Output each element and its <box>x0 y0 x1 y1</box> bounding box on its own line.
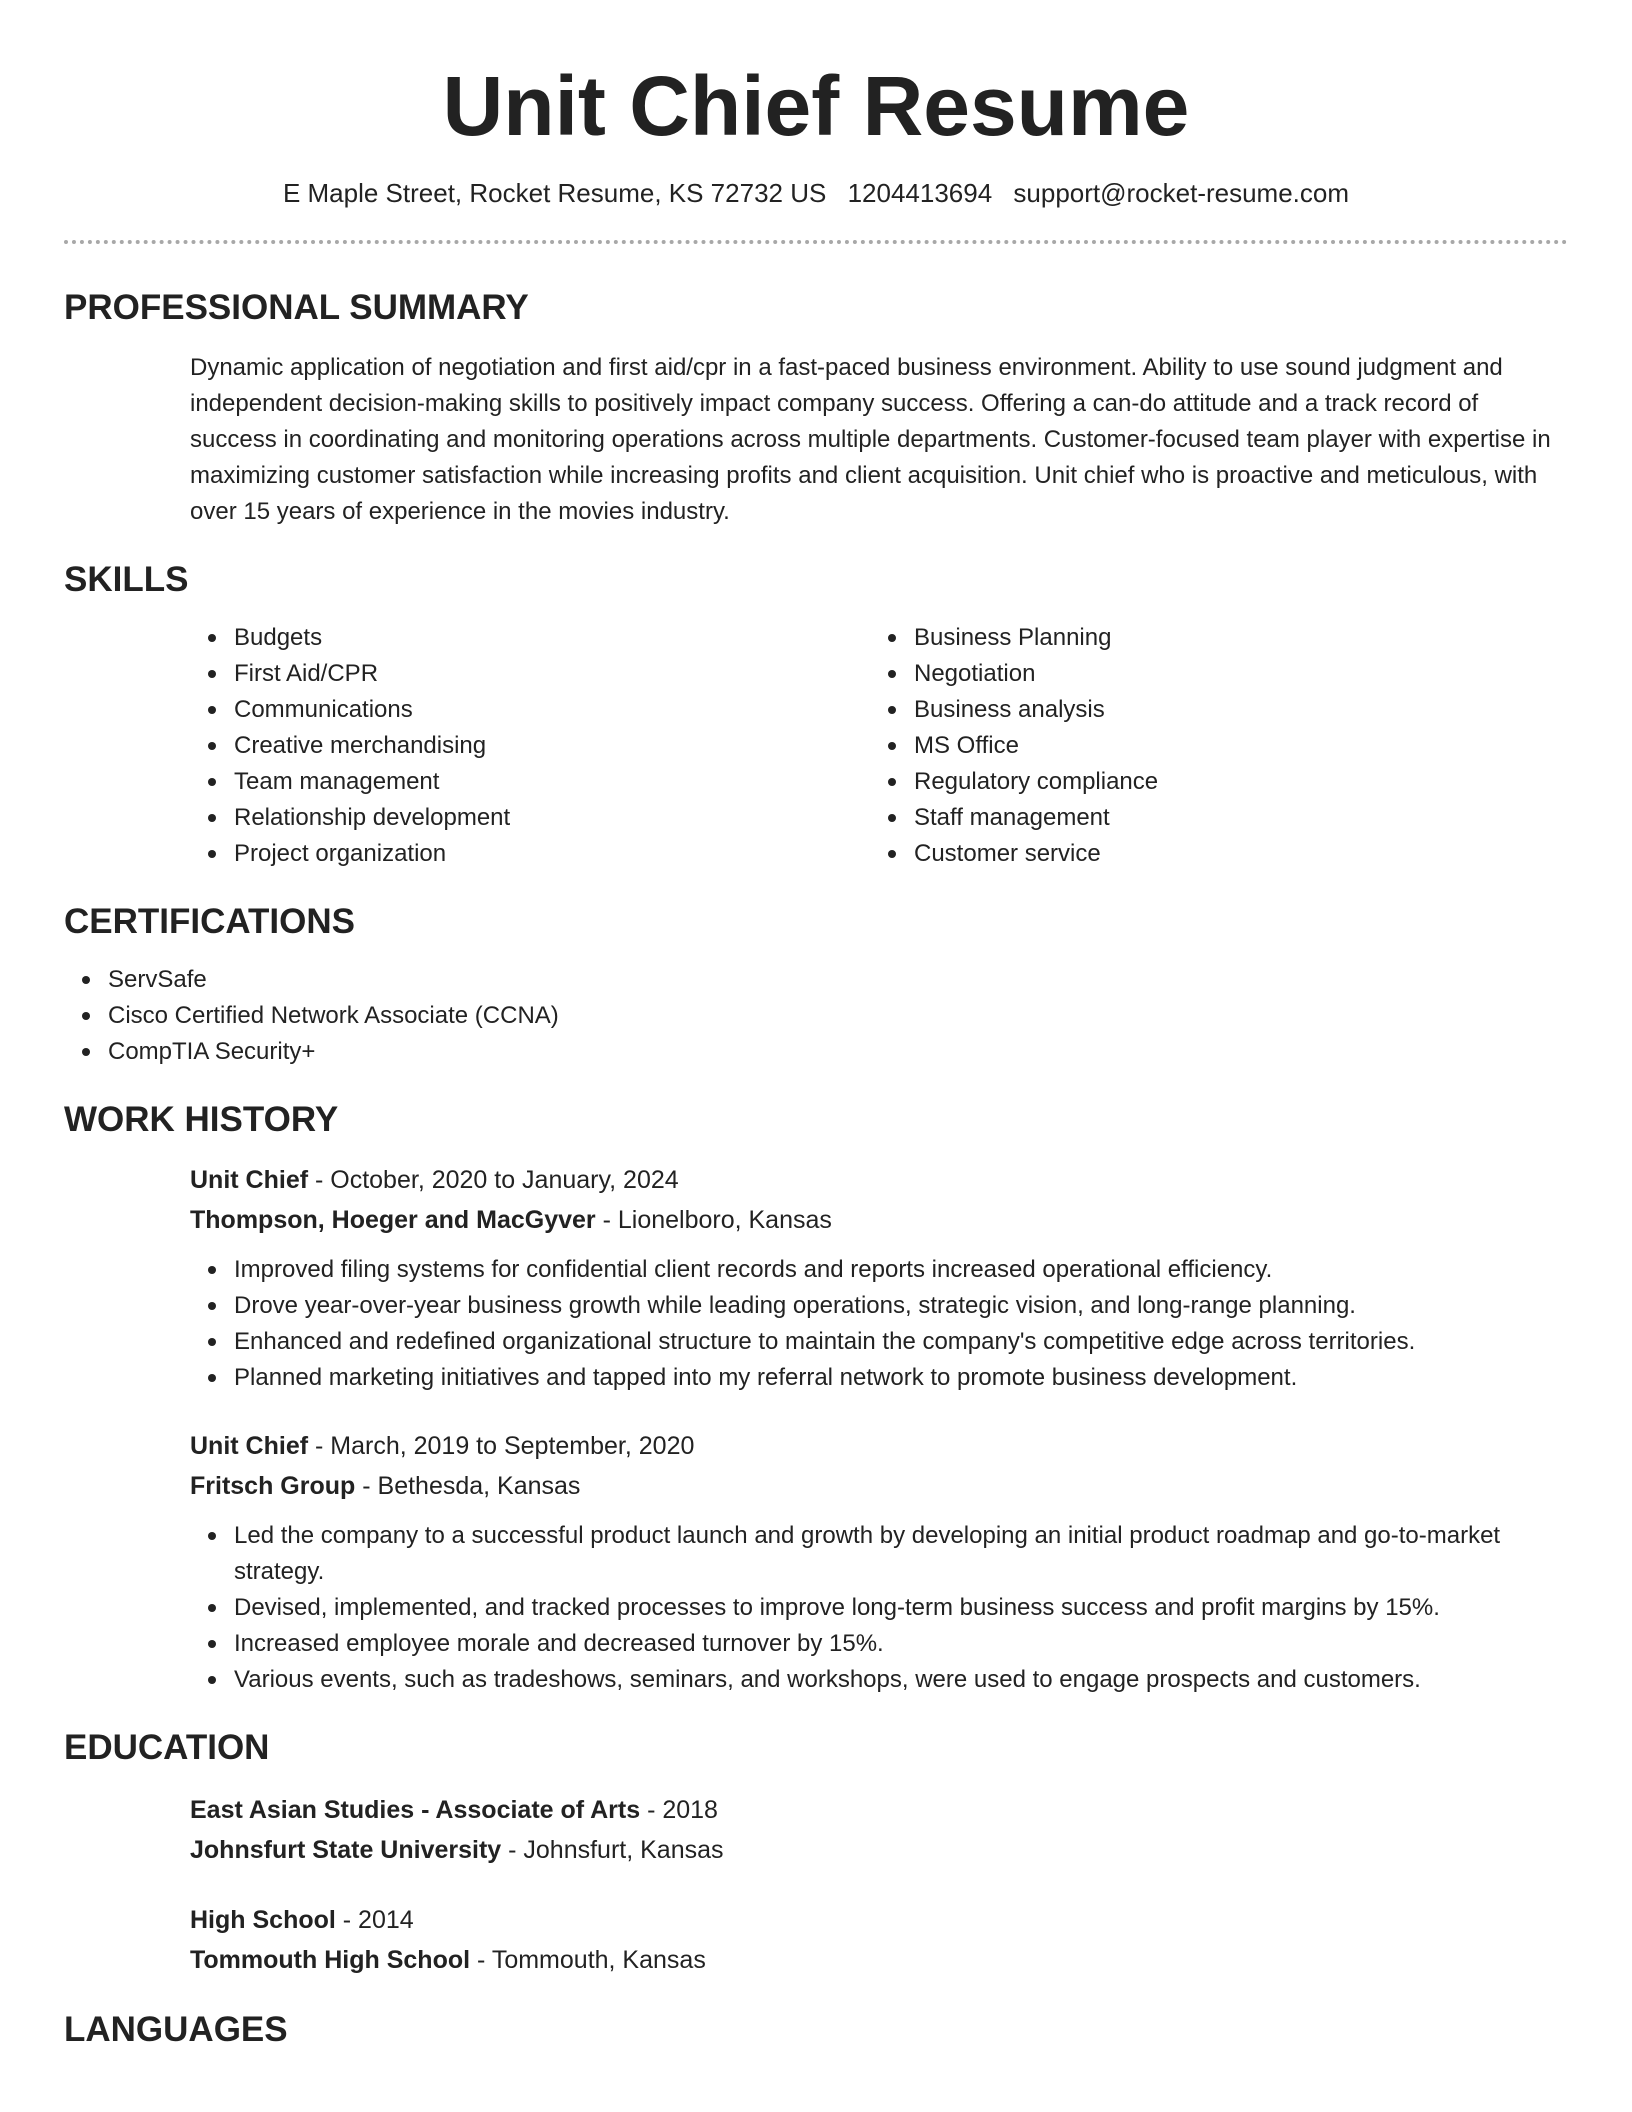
job-duty: Devised, implemented, and tracked processes to improve long-term business success and profit margins by 15%. <box>234 1590 1568 1626</box>
skill-item: Budgets <box>234 620 870 656</box>
job-role: Unit Chief <box>190 1432 309 1460</box>
job-duty: Enhanced and redefined organizational structure to maintain the company's competitive edge across territories. <box>234 1324 1568 1360</box>
skill-item: First Aid/CPR <box>234 656 870 692</box>
skill-item: Business analysis <box>914 692 1550 728</box>
education-year: - 2014 <box>335 1906 414 1934</box>
work-history-heading: WORK HISTORY <box>64 1100 339 1139</box>
contact-address: E Maple Street, Rocket Resume, KS 72732 US <box>282 178 827 208</box>
skill-item: Communications <box>234 692 870 728</box>
job-title-line <box>190 1160 1568 1200</box>
summary-heading: PROFESSIONAL SUMMARY <box>64 288 529 327</box>
certification-item: Cisco Certified Network Associate (CCNA) <box>108 998 1568 1034</box>
education-entry <box>190 1900 1568 1980</box>
skill-item: Regulatory compliance <box>914 764 1550 800</box>
skill-item: Creative merchandising <box>234 728 870 764</box>
certifications-section <box>64 900 1568 1070</box>
job-duty: Led the company to a successful product launch and growth by developing an initial product roadmap and go-to-market strategy. <box>234 1518 1568 1590</box>
education-heading: EDUCATION <box>64 1728 270 1767</box>
job-duty: Increased employee morale and decreased turnover by 15%. <box>234 1626 1568 1662</box>
job-duty: Planned marketing initiatives and tapped into my referral network to promote business development. <box>234 1360 1568 1396</box>
work-history-section <box>64 1098 1568 1698</box>
job-duties <box>190 1518 1568 1698</box>
skill-item: Negotiation <box>914 656 1550 692</box>
education-degree-line <box>190 1900 1568 1940</box>
job-role: Unit Chief <box>190 1166 309 1194</box>
education-school-line <box>190 1830 1568 1870</box>
job-company-line <box>190 1200 1568 1240</box>
header-divider <box>64 240 1568 244</box>
education-location: - Tommouth, Kansas <box>470 1946 706 1974</box>
skills-grid <box>190 620 1568 872</box>
summary-section <box>64 286 1568 530</box>
job-title-line <box>190 1426 1568 1466</box>
job-company-line <box>190 1466 1568 1506</box>
job-entry <box>190 1160 1568 1396</box>
job-duty: Various events, such as tradeshows, seminars, and workshops, were used to engage prospects and customers. <box>234 1662 1568 1698</box>
education-section <box>64 1726 1568 1980</box>
skill-item: MS Office <box>914 728 1550 764</box>
education-school: Johnsfurt State University <box>190 1836 502 1864</box>
skill-item: Business Planning <box>914 620 1550 656</box>
contact-phone: 1204413694 <box>847 178 993 208</box>
skill-item: Staff management <box>914 800 1550 836</box>
job-location: - Lionelboro, Kansas <box>595 1206 832 1234</box>
education-location: - Johnsfurt, Kansas <box>501 1836 724 1864</box>
summary-text: Dynamic application of negotiation and first aid/cpr in a fast-paced business environment. Ability to use sound judgment and independent decision-making skills to positively impact company success. Offering a can-do attitude and a track record of success in coordinating and monitoring operations across multiple departments. Customer-focused team player with expertise in maximizing customer satisfaction while increasing profits and client acquisition. Unit chief who is proactive and meticulous, with over 15 years of experience in the movies industry. <box>190 354 1551 525</box>
skills-heading: SKILLS <box>64 560 189 599</box>
education-school: Tommouth High School <box>190 1946 471 1974</box>
education-year: - 2018 <box>640 1796 718 1824</box>
certification-item: CompTIA Security+ <box>108 1034 1568 1070</box>
certifications-list <box>64 962 1568 1070</box>
job-dates: - March, 2019 to September, 2020 <box>308 1432 695 1460</box>
job-company: Fritsch Group <box>190 1472 356 1500</box>
education-entry <box>190 1790 1568 1870</box>
certification-item: ServSafe <box>108 962 1568 998</box>
certifications-heading: CERTIFICATIONS <box>64 902 356 941</box>
education-degree: East Asian Studies - Associate of Arts <box>190 1796 641 1824</box>
education-degree: High School <box>190 1906 336 1934</box>
contact-email: support@rocket-resume.com <box>1013 178 1350 208</box>
job-duty: Drove year-over-year business growth while leading operations, strategic vision, and long-range planning. <box>234 1288 1568 1324</box>
skills-column-right <box>870 620 1550 872</box>
contact-line <box>64 176 1568 210</box>
languages-section <box>64 2008 1568 2052</box>
skill-item: Relationship development <box>234 800 870 836</box>
job-company: Thompson, Hoeger and MacGyver <box>190 1206 596 1234</box>
resume-title: Unit Chief Resume <box>442 59 1190 153</box>
languages-heading: LANGUAGES <box>64 2010 288 2049</box>
job-entry <box>190 1426 1568 1698</box>
education-school-line <box>190 1940 1568 1980</box>
job-duty: Improved filing systems for confidential client records and reports increased operational efficiency. <box>234 1252 1568 1288</box>
skill-item: Project organization <box>234 836 870 872</box>
job-duties <box>190 1252 1568 1396</box>
job-location: - Bethesda, Kansas <box>355 1472 581 1500</box>
resume-page <box>64 0 1568 2052</box>
skill-item: Team management <box>234 764 870 800</box>
skill-item: Customer service <box>914 836 1550 872</box>
skills-section <box>64 558 1568 872</box>
skills-column-left <box>190 620 870 872</box>
education-degree-line <box>190 1790 1568 1830</box>
job-dates: - October, 2020 to January, 2024 <box>308 1166 679 1194</box>
